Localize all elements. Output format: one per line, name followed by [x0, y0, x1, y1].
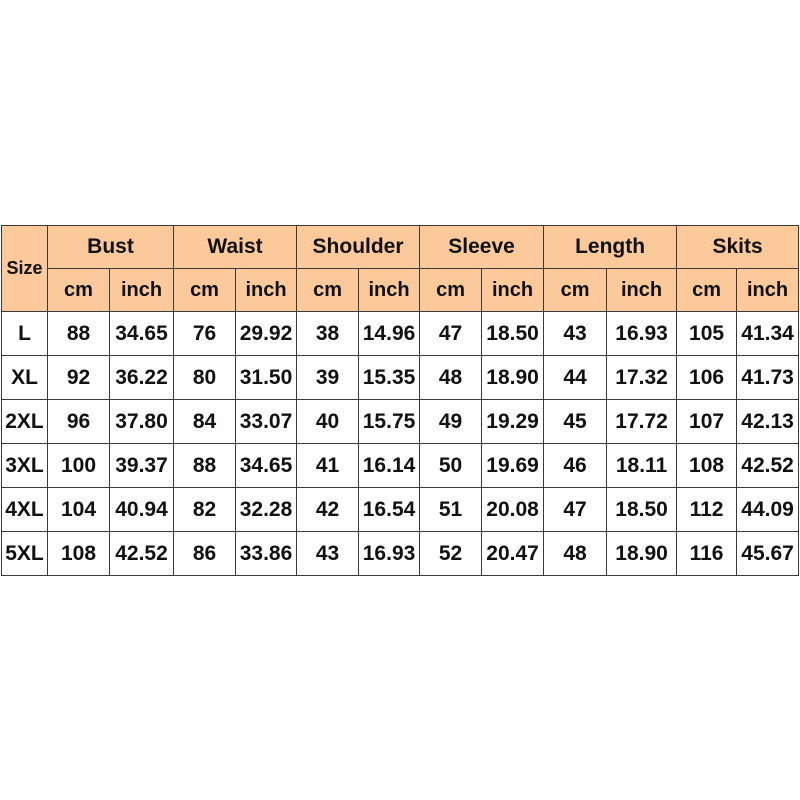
- measurement-cell: 108: [48, 532, 110, 576]
- measurement-header-bust: Bust: [48, 226, 174, 269]
- measurement-cell: 42: [297, 488, 359, 532]
- size-cell: L: [2, 312, 48, 356]
- measurement-cell: 16.93: [607, 312, 677, 356]
- measurement-cell: 18.50: [607, 488, 677, 532]
- measurement-header-shoulder: Shoulder: [297, 226, 420, 269]
- measurement-cell: 31.50: [236, 356, 297, 400]
- unit-header-waist-cm: cm: [174, 269, 236, 312]
- measurement-cell: 84: [174, 400, 236, 444]
- measurement-header-sleeve: Sleeve: [420, 226, 544, 269]
- size-cell: XL: [2, 356, 48, 400]
- unit-header-skits-cm: cm: [677, 269, 737, 312]
- measurement-cell: 43: [297, 532, 359, 576]
- measurement-cell: 82: [174, 488, 236, 532]
- measurement-cell: 18.11: [607, 444, 677, 488]
- measurement-cell: 33.07: [236, 400, 297, 444]
- measurement-cell: 49: [420, 400, 482, 444]
- measurement-cell: 14.96: [359, 312, 420, 356]
- measurement-group-row: [2, 226, 799, 269]
- unit-header-sleeve-cm: cm: [420, 269, 482, 312]
- measurement-cell: 37.80: [110, 400, 174, 444]
- size-cell: 4XL: [2, 488, 48, 532]
- measurement-cell: 86: [174, 532, 236, 576]
- measurement-cell: 15.75: [359, 400, 420, 444]
- unit-header-shoulder-inch: inch: [359, 269, 420, 312]
- measurement-cell: 88: [174, 444, 236, 488]
- measurement-cell: 41: [297, 444, 359, 488]
- measurement-cell: 19.69: [482, 444, 544, 488]
- size-chart-table: [1, 225, 799, 576]
- measurement-cell: 46: [544, 444, 607, 488]
- size-column-header: Size: [2, 226, 48, 312]
- measurement-cell: 106: [677, 356, 737, 400]
- table-header: [2, 226, 799, 312]
- measurement-cell: 45.67: [737, 532, 799, 576]
- measurement-cell: 51: [420, 488, 482, 532]
- table-body: [2, 312, 799, 576]
- measurement-cell: 48: [420, 356, 482, 400]
- measurement-cell: 105: [677, 312, 737, 356]
- measurement-cell: 17.32: [607, 356, 677, 400]
- measurement-cell: 39.37: [110, 444, 174, 488]
- measurement-cell: 50: [420, 444, 482, 488]
- measurement-cell: 20.08: [482, 488, 544, 532]
- unit-row: [2, 269, 799, 312]
- measurement-cell: 18.90: [482, 356, 544, 400]
- measurement-cell: 15.35: [359, 356, 420, 400]
- unit-header-bust-inch: inch: [110, 269, 174, 312]
- unit-header-waist-inch: inch: [236, 269, 297, 312]
- measurement-cell: 108: [677, 444, 737, 488]
- measurement-cell: 32.28: [236, 488, 297, 532]
- measurement-cell: 80: [174, 356, 236, 400]
- unit-header-length-inch: inch: [607, 269, 677, 312]
- measurement-cell: 45: [544, 400, 607, 444]
- measurement-cell: 16.93: [359, 532, 420, 576]
- measurement-cell: 52: [420, 532, 482, 576]
- measurement-cell: 16.14: [359, 444, 420, 488]
- unit-header-length-cm: cm: [544, 269, 607, 312]
- measurement-cell: 41.34: [737, 312, 799, 356]
- measurement-cell: 112: [677, 488, 737, 532]
- measurement-cell: 116: [677, 532, 737, 576]
- measurement-cell: 44.09: [737, 488, 799, 532]
- measurement-cell: 34.65: [236, 444, 297, 488]
- measurement-cell: 96: [48, 400, 110, 444]
- measurement-cell: 88: [48, 312, 110, 356]
- measurement-cell: 29.92: [236, 312, 297, 356]
- table-row: [2, 532, 799, 576]
- table-row: [2, 312, 799, 356]
- measurement-cell: 42.52: [110, 532, 174, 576]
- measurement-cell: 20.47: [482, 532, 544, 576]
- measurement-cell: 19.29: [482, 400, 544, 444]
- measurement-cell: 34.65: [110, 312, 174, 356]
- measurement-cell: 40: [297, 400, 359, 444]
- measurement-cell: 16.54: [359, 488, 420, 532]
- size-cell: 3XL: [2, 444, 48, 488]
- measurement-cell: 100: [48, 444, 110, 488]
- measurement-cell: 43: [544, 312, 607, 356]
- unit-header-sleeve-inch: inch: [482, 269, 544, 312]
- measurement-cell: 18.50: [482, 312, 544, 356]
- measurement-cell: 47: [420, 312, 482, 356]
- measurement-cell: 104: [48, 488, 110, 532]
- measurement-cell: 42.52: [737, 444, 799, 488]
- measurement-header-skits: Skits: [677, 226, 799, 269]
- measurement-cell: 36.22: [110, 356, 174, 400]
- table-row: [2, 488, 799, 532]
- measurement-cell: 76: [174, 312, 236, 356]
- measurement-cell: 39: [297, 356, 359, 400]
- unit-header-skits-inch: inch: [737, 269, 799, 312]
- measurement-cell: 48: [544, 532, 607, 576]
- measurement-cell: 38: [297, 312, 359, 356]
- measurement-cell: 47: [544, 488, 607, 532]
- unit-header-shoulder-cm: cm: [297, 269, 359, 312]
- size-cell: 2XL: [2, 400, 48, 444]
- measurement-cell: 44: [544, 356, 607, 400]
- size-cell: 5XL: [2, 532, 48, 576]
- table-row: [2, 400, 799, 444]
- measurement-cell: 40.94: [110, 488, 174, 532]
- table-row: [2, 356, 799, 400]
- measurement-cell: 41.73: [737, 356, 799, 400]
- table-row: [2, 444, 799, 488]
- measurement-cell: 33.86: [236, 532, 297, 576]
- measurement-cell: 17.72: [607, 400, 677, 444]
- unit-header-bust-cm: cm: [48, 269, 110, 312]
- measurement-cell: 107: [677, 400, 737, 444]
- measurement-header-length: Length: [544, 226, 677, 269]
- measurement-cell: 92: [48, 356, 110, 400]
- measurement-cell: 42.13: [737, 400, 799, 444]
- measurement-cell: 18.90: [607, 532, 677, 576]
- measurement-header-waist: Waist: [174, 226, 297, 269]
